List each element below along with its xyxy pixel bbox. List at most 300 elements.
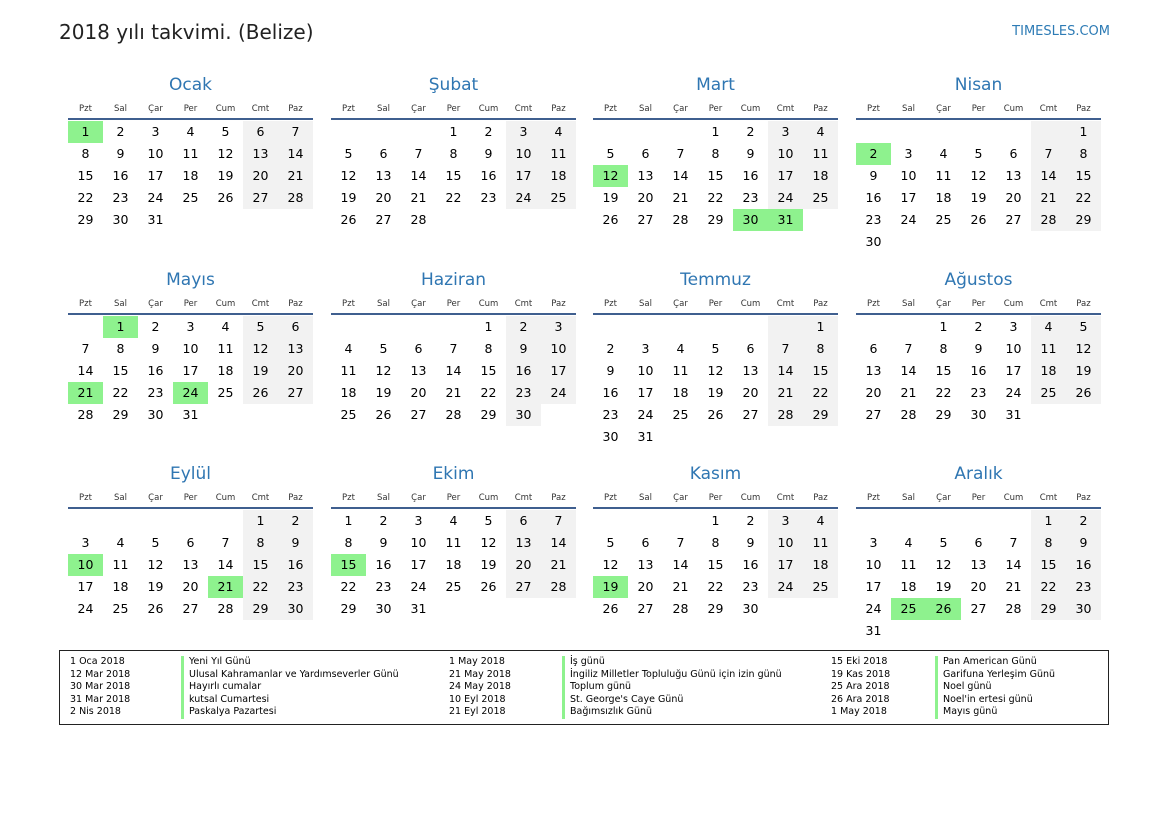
weekday-label: Cum: [215, 299, 236, 309]
weekday-label: Cmt: [1039, 299, 1058, 309]
weekday-label: Per: [971, 299, 986, 309]
day-cell: 14: [445, 363, 462, 378]
day-cell: 22: [707, 190, 724, 205]
weekday-header: [593, 492, 838, 508]
weekday-label: Paz: [288, 104, 303, 114]
day-cell: 12: [243, 338, 278, 360]
weekday-label: Sal: [902, 299, 915, 309]
weekday-label: Cum: [740, 104, 761, 114]
day-cell: 7: [221, 535, 230, 550]
day-cell: 5: [606, 535, 615, 550]
day-cell: 22: [340, 579, 357, 594]
weekday-label: Per: [708, 299, 723, 309]
weekday-header: [856, 298, 1101, 314]
legend-date: 30 Mar 2018: [70, 681, 131, 693]
day-cell: 20: [742, 385, 759, 400]
day-cell: 3: [151, 124, 160, 139]
empty-day-cell: [593, 121, 628, 143]
day-cell: 28: [768, 404, 803, 426]
weekday-label: Cmt: [776, 299, 795, 309]
day-cell: 23: [742, 190, 759, 205]
day-cell: 27: [637, 212, 654, 227]
day-cell: 30: [147, 407, 164, 422]
day-cell: 24: [506, 187, 541, 209]
weekday-label: Paz: [1076, 493, 1091, 503]
empty-day-cell: [208, 510, 243, 532]
month-2: [331, 74, 576, 231]
legend-date: 10 Eyl 2018: [449, 693, 506, 705]
weekday-label: Pzt: [604, 299, 617, 309]
empty-day-cell: [768, 316, 803, 338]
day-cell: 5: [151, 535, 160, 550]
day-cell: 6: [414, 341, 423, 356]
day-cell: 4: [221, 319, 230, 334]
day-cell: 17: [506, 165, 541, 187]
day-cell: 1: [243, 510, 278, 532]
legend-date: 12 Mar 2018: [70, 668, 131, 680]
weekday-label: Cum: [740, 493, 761, 503]
day-cell: 13: [637, 168, 654, 183]
weekday-label: Pzt: [604, 493, 617, 503]
weekday-label: Paz: [288, 299, 303, 309]
holiday-day-cell: 25: [891, 598, 926, 620]
empty-day-cell: [436, 316, 471, 338]
month-4: [856, 74, 1101, 253]
day-cell: 3: [869, 535, 878, 550]
holiday-day-cell: 21: [208, 576, 243, 598]
day-cell: 29: [243, 598, 278, 620]
day-cell: 4: [1031, 316, 1066, 338]
day-cell: 5: [484, 513, 493, 528]
weekday-label: Pzt: [867, 493, 880, 503]
day-cell: 20: [243, 165, 278, 187]
day-cell: 25: [112, 601, 129, 616]
day-cell: 17: [865, 579, 882, 594]
day-cell: 5: [1066, 316, 1101, 338]
day-cell: 12: [970, 168, 987, 183]
day-cell: 19: [217, 168, 234, 183]
day-cell: 23: [865, 212, 882, 227]
day-cell: 16: [480, 168, 497, 183]
day-cell: 5: [379, 341, 388, 356]
day-cell: 30: [1066, 598, 1101, 620]
day-cell: 23: [742, 579, 759, 594]
day-cell: 25: [803, 576, 838, 598]
day-cell: 26: [970, 212, 987, 227]
weekday-header: [331, 298, 576, 314]
day-cell: 2: [1066, 510, 1101, 532]
day-cell: 12: [340, 168, 357, 183]
day-cell: 26: [217, 190, 234, 205]
day-cell: 31: [637, 429, 654, 444]
day-cell: 2: [746, 513, 755, 528]
day-cell: 13: [410, 363, 427, 378]
day-cell: 23: [278, 576, 313, 598]
day-cell: 4: [186, 124, 195, 139]
day-cell: 9: [1066, 532, 1101, 554]
day-cell: 6: [869, 341, 878, 356]
legend-dates-column: [449, 656, 511, 719]
month-8: [856, 269, 1101, 426]
day-cell: 7: [768, 338, 803, 360]
weekday-label: Paz: [813, 299, 828, 309]
day-cell: 3: [768, 510, 803, 532]
weekday-label: Paz: [551, 299, 566, 309]
day-cell: 5: [974, 146, 983, 161]
day-cell: 12: [217, 146, 234, 161]
day-cell: 22: [77, 190, 94, 205]
day-cell: 16: [865, 190, 882, 205]
month-name: Aralık: [954, 464, 1003, 484]
day-cell: 2: [746, 124, 755, 139]
day-cell: 3: [541, 316, 576, 338]
day-grid: [856, 510, 1101, 642]
day-cell: 13: [742, 363, 759, 378]
day-cell: 9: [484, 146, 493, 161]
weekday-label: Cum: [478, 299, 499, 309]
day-cell: 21: [410, 190, 427, 205]
weekday-label: Sal: [114, 299, 127, 309]
day-cell: 4: [541, 121, 576, 143]
day-cell: 29: [77, 212, 94, 227]
day-cell: 14: [77, 363, 94, 378]
day-cell: 26: [480, 579, 497, 594]
day-cell: 23: [480, 190, 497, 205]
empty-day-cell: [103, 510, 138, 532]
month-11: [593, 463, 838, 620]
day-grid: [593, 510, 838, 620]
day-cell: 6: [278, 316, 313, 338]
day-cell: 28: [217, 601, 234, 616]
day-cell: 11: [541, 143, 576, 165]
day-cell: 29: [1031, 598, 1066, 620]
day-cell: 15: [1066, 165, 1101, 187]
weekday-label: Cum: [478, 104, 499, 114]
day-cell: 20: [637, 190, 654, 205]
day-cell: 25: [182, 190, 199, 205]
day-cell: 6: [641, 535, 650, 550]
empty-day-cell: [926, 510, 961, 532]
day-cell: 30: [970, 407, 987, 422]
day-cell: 6: [506, 510, 541, 532]
empty-day-cell: [68, 316, 103, 338]
day-cell: 22: [480, 385, 497, 400]
day-cell: 3: [1009, 319, 1018, 334]
weekday-label: Pzt: [342, 299, 355, 309]
day-cell: 3: [768, 121, 803, 143]
month-name: Şubat: [428, 75, 479, 95]
weekday-label: Sal: [639, 299, 652, 309]
legend-date: 21 May 2018: [449, 668, 511, 680]
day-cell: 9: [746, 535, 755, 550]
day-cell: 23: [147, 385, 164, 400]
day-cell: 22: [1066, 187, 1101, 209]
weekday-label: Çar: [411, 493, 426, 503]
day-cell: 8: [711, 535, 720, 550]
day-cell: 15: [707, 557, 724, 572]
day-cell: 1: [449, 124, 458, 139]
day-cell: 9: [116, 146, 125, 161]
day-grid: [68, 316, 313, 426]
month-name: Mart: [696, 75, 735, 95]
empty-day-cell: [401, 316, 436, 338]
day-cell: 12: [480, 535, 497, 550]
day-cell: 2: [484, 124, 493, 139]
day-cell: 5: [711, 341, 720, 356]
empty-day-cell: [593, 510, 628, 532]
day-cell: 29: [803, 404, 838, 426]
day-cell: 24: [768, 576, 803, 598]
day-cell: 6: [186, 535, 195, 550]
day-cell: 18: [672, 385, 689, 400]
weekday-label: Çar: [148, 104, 163, 114]
day-cell: 5: [606, 146, 615, 161]
day-cell: 23: [970, 385, 987, 400]
weekday-label: Sal: [377, 299, 390, 309]
day-cell: 26: [707, 407, 724, 422]
day-cell: 5: [344, 146, 353, 161]
day-cell: 20: [410, 385, 427, 400]
day-cell: 11: [1031, 338, 1066, 360]
weekday-label: Cum: [215, 104, 236, 114]
weekday-header: [856, 103, 1101, 119]
day-cell: 1: [803, 316, 838, 338]
month-12: [856, 463, 1101, 642]
weekday-label: Per: [446, 104, 461, 114]
legend-names-column: [181, 656, 399, 719]
day-cell: 14: [410, 168, 427, 183]
day-cell: 24: [637, 407, 654, 422]
legend-date: 1 May 2018: [831, 706, 887, 718]
day-cell: 21: [1005, 579, 1022, 594]
month-name: Ocak: [169, 75, 212, 95]
day-cell: 20: [865, 385, 882, 400]
weekday-label: Çar: [673, 299, 688, 309]
day-cell: 31: [147, 212, 164, 227]
month-name: Eylül: [169, 464, 212, 484]
holiday-day-cell: 21: [68, 382, 103, 404]
month-1: [68, 74, 313, 231]
day-cell: 17: [637, 385, 654, 400]
day-cell: 11: [445, 535, 462, 550]
day-cell: 7: [541, 510, 576, 532]
day-cell: 30: [506, 404, 541, 426]
day-cell: 22: [707, 579, 724, 594]
day-grid: [68, 510, 313, 620]
day-cell: 10: [182, 341, 199, 356]
legend-holiday-name: Ulusal Kahramanlar ve Yardımseverler Günü: [181, 669, 399, 682]
day-cell: 11: [672, 363, 689, 378]
day-cell: 26: [375, 407, 392, 422]
legend-holiday-name: Toplum günü: [562, 681, 782, 694]
day-cell: 8: [803, 338, 838, 360]
legend-date: 1 May 2018: [449, 656, 505, 667]
day-cell: 27: [278, 382, 313, 404]
day-cell: 4: [449, 513, 458, 528]
weekday-label: Pzt: [342, 493, 355, 503]
day-cell: 10: [865, 557, 882, 572]
day-cell: 9: [278, 532, 313, 554]
weekday-label: Pzt: [342, 104, 355, 114]
day-cell: 19: [707, 385, 724, 400]
day-cell: 8: [344, 535, 353, 550]
day-cell: 12: [707, 363, 724, 378]
holiday-day-cell: 12: [593, 165, 628, 187]
weekday-label: Paz: [1076, 104, 1091, 114]
day-cell: 16: [112, 168, 129, 183]
day-cell: 24: [410, 579, 427, 594]
day-cell: 14: [217, 557, 234, 572]
legend-holiday-name: Noel günü: [935, 681, 1055, 694]
month-9: [68, 463, 313, 620]
day-cell: 12: [602, 557, 619, 572]
month-6: [331, 269, 576, 426]
weekday-header: [331, 492, 576, 508]
day-cell: 15: [480, 363, 497, 378]
weekday-label: Cmt: [1039, 493, 1058, 503]
empty-day-cell: [733, 316, 768, 338]
day-cell: 19: [243, 360, 278, 382]
weekday-label: Çar: [936, 299, 951, 309]
weekday-label: Çar: [148, 299, 163, 309]
legend-holiday-name: Bağımsızlık Günü: [562, 706, 782, 719]
day-cell: 13: [278, 338, 313, 360]
day-cell: 21: [768, 382, 803, 404]
day-cell: 24: [900, 212, 917, 227]
day-cell: 6: [243, 121, 278, 143]
weekday-label: Sal: [639, 104, 652, 114]
day-cell: 28: [410, 212, 427, 227]
day-grid: [68, 121, 313, 231]
legend-date: 21 Eyl 2018: [449, 706, 506, 718]
empty-day-cell: [891, 316, 926, 338]
legend-holiday-name: Noel'in ertesi günü: [935, 694, 1055, 707]
day-cell: 18: [935, 190, 952, 205]
legend-names-column: [935, 656, 1055, 719]
day-cell: 18: [112, 579, 129, 594]
empty-day-cell: [663, 510, 698, 532]
weekday-label: Çar: [148, 493, 163, 503]
day-cell: 6: [746, 341, 755, 356]
weekday-label: Per: [183, 104, 198, 114]
day-cell: 8: [939, 341, 948, 356]
day-cell: 27: [410, 407, 427, 422]
weekday-header: [593, 103, 838, 119]
day-cell: 28: [900, 407, 917, 422]
day-cell: 11: [112, 557, 129, 572]
weekday-label: Çar: [936, 493, 951, 503]
day-cell: 2: [974, 319, 983, 334]
empty-day-cell: [961, 510, 996, 532]
weekday-label: Pzt: [604, 104, 617, 114]
weekday-label: Cmt: [514, 299, 533, 309]
weekday-label: Paz: [551, 493, 566, 503]
day-cell: 16: [970, 363, 987, 378]
day-cell: 3: [186, 319, 195, 334]
empty-day-cell: [891, 121, 926, 143]
day-cell: 13: [1005, 168, 1022, 183]
legend-holiday-name: Hayırlı cumalar: [181, 681, 399, 694]
day-cell: 28: [77, 407, 94, 422]
weekday-label: Pzt: [867, 104, 880, 114]
day-cell: 29: [1066, 209, 1101, 231]
day-cell: 14: [672, 557, 689, 572]
empty-day-cell: [401, 121, 436, 143]
day-cell: 25: [1031, 382, 1066, 404]
day-cell: 10: [637, 363, 654, 378]
day-cell: 27: [637, 601, 654, 616]
day-cell: 15: [803, 360, 838, 382]
weekday-label: Per: [446, 299, 461, 309]
day-cell: 20: [182, 579, 199, 594]
weekday-header: [68, 103, 313, 119]
day-cell: 25: [803, 187, 838, 209]
day-cell: 10: [410, 535, 427, 550]
weekday-label: Per: [708, 493, 723, 503]
weekday-label: Per: [446, 493, 461, 503]
day-cell: 7: [1009, 535, 1018, 550]
day-cell: 4: [803, 510, 838, 532]
day-cell: 4: [939, 146, 948, 161]
day-cell: 18: [1031, 360, 1066, 382]
weekday-label: Cum: [740, 299, 761, 309]
day-cell: 6: [379, 146, 388, 161]
day-cell: 13: [865, 363, 882, 378]
day-cell: 20: [506, 554, 541, 576]
month-name: Mayıs: [166, 270, 215, 290]
holiday-day-cell: 1: [103, 316, 138, 338]
weekday-label: Per: [971, 104, 986, 114]
day-cell: 28: [278, 187, 313, 209]
day-cell: 7: [414, 146, 423, 161]
day-cell: 24: [541, 382, 576, 404]
weekday-label: Paz: [288, 493, 303, 503]
day-cell: 24: [865, 601, 882, 616]
day-cell: 2: [278, 510, 313, 532]
legend-date: 2 Nis 2018: [70, 706, 121, 718]
day-cell: 15: [707, 168, 724, 183]
brand-link[interactable]: TIMESLES.COM: [1012, 24, 1110, 39]
day-cell: 22: [243, 576, 278, 598]
holiday-day-cell: 2: [856, 143, 891, 165]
day-cell: 7: [676, 146, 685, 161]
day-cell: 10: [900, 168, 917, 183]
day-grid: [331, 121, 576, 231]
day-cell: 15: [935, 363, 952, 378]
day-cell: 8: [484, 341, 493, 356]
day-cell: 7: [1031, 143, 1066, 165]
day-cell: 24: [1005, 385, 1022, 400]
day-grid: [856, 121, 1101, 253]
day-cell: 24: [147, 190, 164, 205]
day-cell: 10: [506, 143, 541, 165]
weekday-label: Pzt: [867, 299, 880, 309]
day-cell: 10: [768, 143, 803, 165]
day-grid: [593, 316, 838, 448]
day-cell: 18: [900, 579, 917, 594]
day-cell: 21: [900, 385, 917, 400]
holiday-day-cell: 31: [768, 209, 803, 231]
empty-day-cell: [173, 510, 208, 532]
weekday-label: Cum: [478, 493, 499, 503]
day-cell: 26: [147, 601, 164, 616]
empty-day-cell: [663, 316, 698, 338]
weekday-label: Pzt: [79, 299, 92, 309]
legend-date: 25 Ara 2018: [831, 681, 890, 693]
legend-holiday-name: İş günü: [562, 656, 782, 669]
day-cell: 1: [1031, 510, 1066, 532]
weekday-label: Cmt: [251, 493, 270, 503]
